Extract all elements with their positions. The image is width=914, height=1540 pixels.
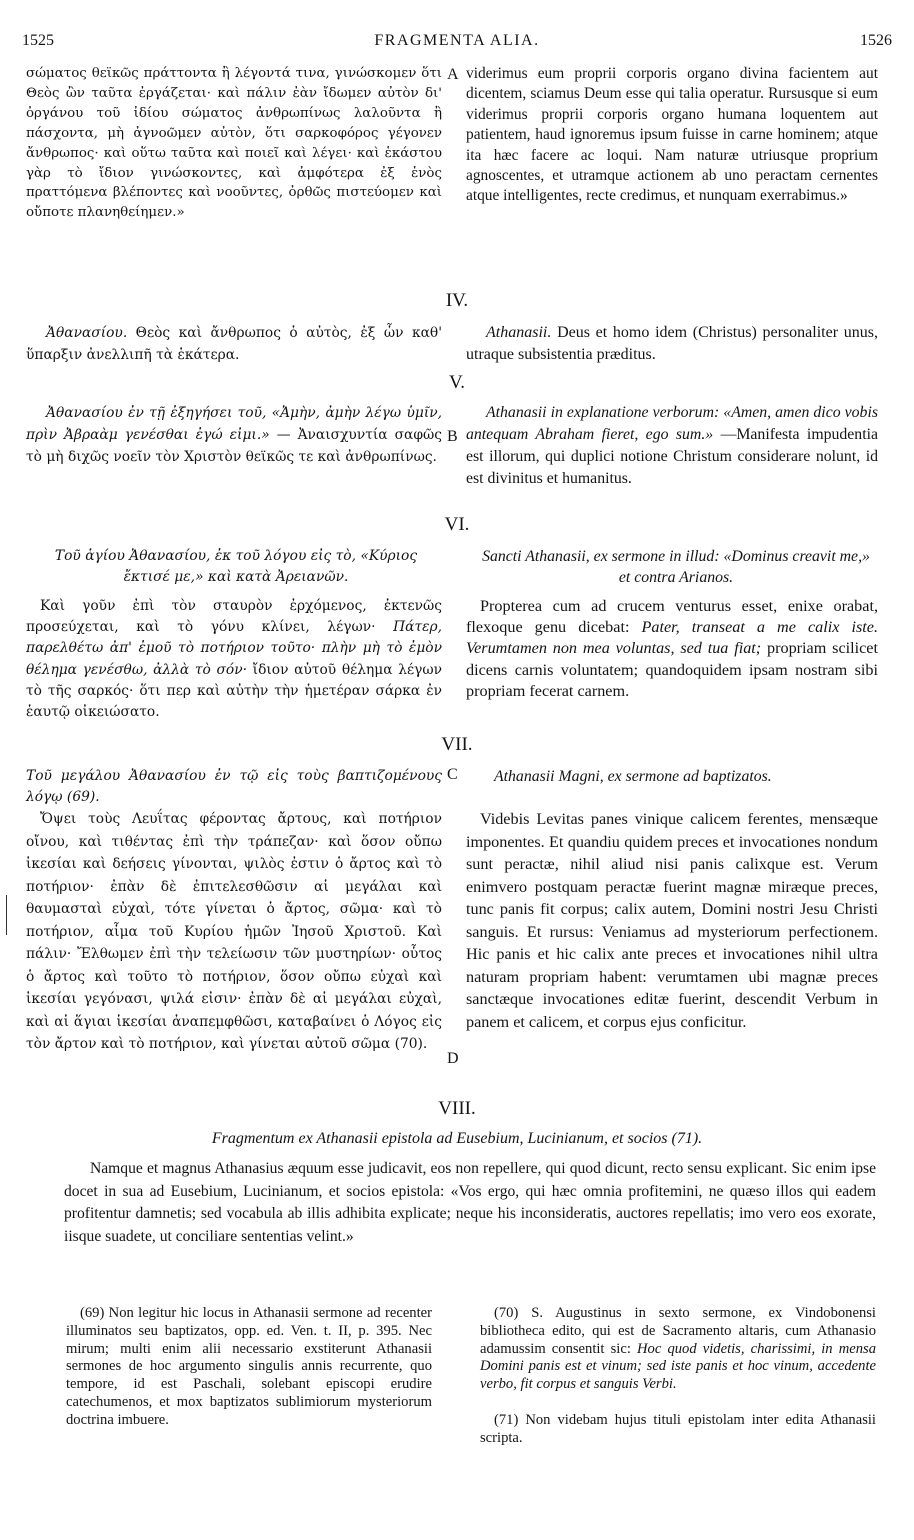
sec6-greek-text [26,596,442,723]
page-number-left: 1525 [22,32,54,49]
margin-letter-d: D [447,1050,459,1067]
sec3-latin: viderimus eum proprii corporis organo divina facientem aut dicentem, sciamus Deum esse qui talia operatur. Rursusque si eum viderimus proprii corporis organo humana loquentem aut patientem, haud ignoremus ipsum fuisse in carne hominem; atque ita hæc facere ac loqui. Nam naturæ utriusque proprium agnoscentes, et utramque actionem ab uno peractam cernentes atque intelligentes, recte credimus, et nunquam exerrabimus.» [466,65,878,205]
section-number-iv: IV. [445,290,469,311]
running-title: FRAGMENTA ALIA. [374,32,540,49]
sec7-greek-head: Τοῦ μεγάλου Ἀθανασίου ἐν τῷ εἰς τοὺς βαπτιζομένους λόγῳ (69). [26,768,442,805]
margin-letter-a: A [447,66,459,83]
sec4-latin [466,322,878,366]
sec8-title: Fragmentum ex Athanasii epistola ad Eusebium, Lucinianum, et socios (71). [211,1130,703,1147]
sec6-latin-p1-end: propriam scilicet dicens carnis voluntatem; quandoquidem ipsam nostram sibi propriam fecerat carnem. [466,639,878,700]
sec6-greek-head: Τοῦ ἁγίου Ἀθανασίου, ἐκ τοῦ λόγου εἰς τὸ, «Κύριος ἔκτισέ με,» καὶ κατὰ Ἀρειανῶν. [54,548,418,585]
margin-letter-c: C [447,766,458,783]
footnote-69: (69) Non legitur hic locus in Athanasii sermone ad recenter illuminatos seu baptizatos, opp. ed. Ven. t. II, p. 395. Nec mirum; multi enim alii necessario exstiterunt Athanasii sermones de hoc argumento singulis annis recurrente, quo tempore, id est Paschali, solebant episcopi erudire catechumenos, et mox baptizatos sublimiorum mysteriorum doctrina imbuere. [66,1305,432,1428]
sec5-latin-text: —Manifesta impudentia est illorum, qui duplici notione Christum considerare nolunt, id est divinitus et humanitus. [466,426,878,487]
sec6-greek-p1-end: ἴδιον αὐτοῦ θέλημα λέγων τὸ τῆς σαρκός· ὅτι περ καὶ αὐτὴν τὴν ἡμετέραν σάρκα ἐν ἑαυτῷ οἰκειώσατο. [26,661,442,721]
sec6-latin-text [466,596,878,702]
margin-rule [6,895,7,935]
sec5-greek-text: — Ἀναισχυντία σαφῶς τὸ μὴ διχῶς νοεῖν τὸν Χριστὸν θεϊκῶς τε καὶ ἀνθρωπίνως. [26,427,442,465]
sec5-latin [466,402,878,490]
footnote-70-quote: Hoc quod videtis, charissimi, in mensa Domini panis est et vinum; sed iste panis et hoc vinum, accedente verbo, fit corpus et sanguis Verbi. [480,1340,876,1393]
sec6-latin-p1: Propterea cum ad crucem venturus esset, enixe orabat, flexoque genu dicebat: [466,597,878,637]
sec8-text: Namque et magnus Athanasius æquum esse judicavit, eos non repellere, qui quod dicunt, recto sensu explicant. Sic enim ipse docet in sua ad Eusebium, Lucinianum, et socios epistola: «Vos ergo, qui hæc omnia profitemini, ne quæso illos qui eadem profitentur damnetis; sed vocabula ab illis adhibita explicate; neque his inconsideratis, auctores repellatis; imo vero eos exorate, iisque suadete, ut conciliare sententias velint.» [64,1160,876,1245]
section-number-viii: VIII. [438,1098,476,1119]
sec5-latin-head: Athanasii in explanatione verborum: «Amen, amen dico vobis antequam Abraham fieret, ego sum.» [466,404,878,443]
sec5-greek [26,402,442,468]
footnote-71: (71) Non videbam hujus tituli epistolam inter edita Athanasii scripta. [480,1412,876,1446]
margin-letter-b: B [447,428,458,445]
sec5-greek-head: Ἀθανασίου ἐν τῇ ἐξηγήσει τοῦ, «Ἀμὴν, ἀμὴν λέγω ὑμῖν, πρὶν Ἀβραὰμ γενέσθαι ἐγώ εἰμι.» [26,405,442,443]
page-number-right: 1526 [860,32,892,49]
sec4-greek-text: Θεὸς καὶ ἄνθρωπος ὁ αὐτὸς, ἐξ ὧν καθ' ὕπαρξιν ἀνελλιπῆ τὰ ἑκάτερα. [26,325,442,363]
sec4-latin-head: Athanasii. [486,324,552,341]
sec6-latin-quote: Pater, transeat a me calix iste. Verumtamen non mea voluntas, sed tua fiat; [466,618,879,658]
sec4-greek-head: Ἀθανασίου. [46,325,128,341]
sec7-latin-text: Videbis Levitas panes vinique calicem ferentes, mensæque imponentes. Et quandiu quidem preces et invocationes nondum sunt peractæ, nihil aliud nisi panis calixque est. Verum enimvero postquam peractæ fuerint magnæ miræque preces, tunc panis fit corpus; calix autem, Domini nostri Jesu Christi sanguis. Et rursus: Veniamus ad mysteriorum perfectionem. Hic panis et hic calix ante preces et invocationes nihil ultra naturam propriam habent: verumtamen ubi magnæ preces sanctæque invocationes editæ fuerint, descendit Verbum in panem et calicem, et corpus ejus conficitur. [466,810,878,1031]
footnote-70 [480,1305,876,1394]
section-number-v: V. [448,372,466,393]
sec7-latin-head: Athanasii Magni, ex sermone ad baptizatos. [494,768,772,785]
sec4-latin-text: Deus et homo idem (Christus) personaliter unus, utraque subsistentia præditus. [466,324,878,363]
footnote-70-text: (70) S. Augustinus in sexto sermone, ex Vindobonensi bibliotheca edito, qui est de Sacramento altaris, cum Athanasio adamussim consentit sic: [480,1305,876,1357]
sec6-greek-quote: Πάτερ, παρελθέτω ἀπ' ἐμοῦ τὸ ποτήριον τοῦτο· πλὴν μὴ τὸ ἐμὸν θέλημα γενέσθω, ἀλλὰ τὸ σόν· [26,619,442,678]
sec3-greek: σώματος θεϊκῶς πράττοντα ἢ λέγοντά τινα, γινώσκομεν ὅτι Θεὸς ὢν ταῦτα ἐργάζεται· καὶ πάλιν ἐὰν ἴδωμεν αὐτὸν δι' ὀργάνου τοῦ ἰδίου σώματος ἀνθρωπίνως λαλοῦντα ἢ πάσχοντα, μὴ ἀγνοῶμεν αὐτὸν, ὅτι σαρκοφόρος γέγονεν ἄνθρωπος· καὶ οὕτω ταῦτα καὶ ποιεῖ καὶ λέγει· καὶ ἑκάστου γὰρ τὸ ἴδιον γινώσκοντες, καὶ ἀμφότερα ἐξ ἑνὸς πραττόμενα βλέποντες καὶ νοοῦντες, ὀρθῶς πιστεύομεν καὶ οὔποτε πλανηθείημεν.» [26,66,442,221]
sec6-latin-head: Sancti Athanasii, ex sermone in illud: «Dominus creavit me,» et contra Arianos. [482,548,870,586]
sec6-greek-p1: Καὶ γοῦν ἐπὶ τὸν σταυρὸν ἐρχόμενος, ἐκτενῶς προσεύχεται, καὶ τὸ γόνυ κλίνει, λέγων· [26,598,442,636]
section-number-vi: VI. [444,514,470,535]
section-number-vii: VII. [441,734,473,755]
sec7-greek-text: Ὄψει τοὺς Λευΐτας φέροντας ἄρτους, καὶ ποτήριον οἴνου, καὶ τιθέντας ἐπὶ τὴν τράπεζαν· καὶ ὅσον οὔπω ἱκεσίαι καὶ δεήσεις γίνονται, ψιλὸς ἐστιν ὁ ἄρτος καὶ τὸ ποτήριον· ἐπὰν δὲ ἐπιτελεσθῶσιν αἱ μεγάλαι καὶ θαυμασταὶ εὐχαὶ, τότε γίνεται ὁ ἄρτος, σῶμα· καὶ τὸ ποτήριον, αἷμα τοῦ Κυρίου ἡμῶν Ἰησοῦ Χριστοῦ. Καὶ πάλιν· Ἔλθωμεν ἐπὶ τὴν τελείωσιν τῶν μυστηρίων· οὗτος ὁ ἄρτος καὶ τοῦτο τὸ ποτήριον, ὅσον οὔπω εὐχαὶ καὶ ἱκεσίαι γεγόνασι, ψιλά εἰσιν· ἐπὰν δὲ αἱ μεγάλαι εὐχαὶ, καὶ αἱ ἅγιαι ἱκεσίαι ἀναπεμφθῶσι, καταβαίνει ὁ Λόγος εἰς τὸν ἄρτον καὶ τὸ ποτήριον, καὶ γίνεται αὐτοῦ σῶμα (70). [26,811,442,1052]
running-head [22,32,892,54]
sec4-greek [26,322,442,366]
